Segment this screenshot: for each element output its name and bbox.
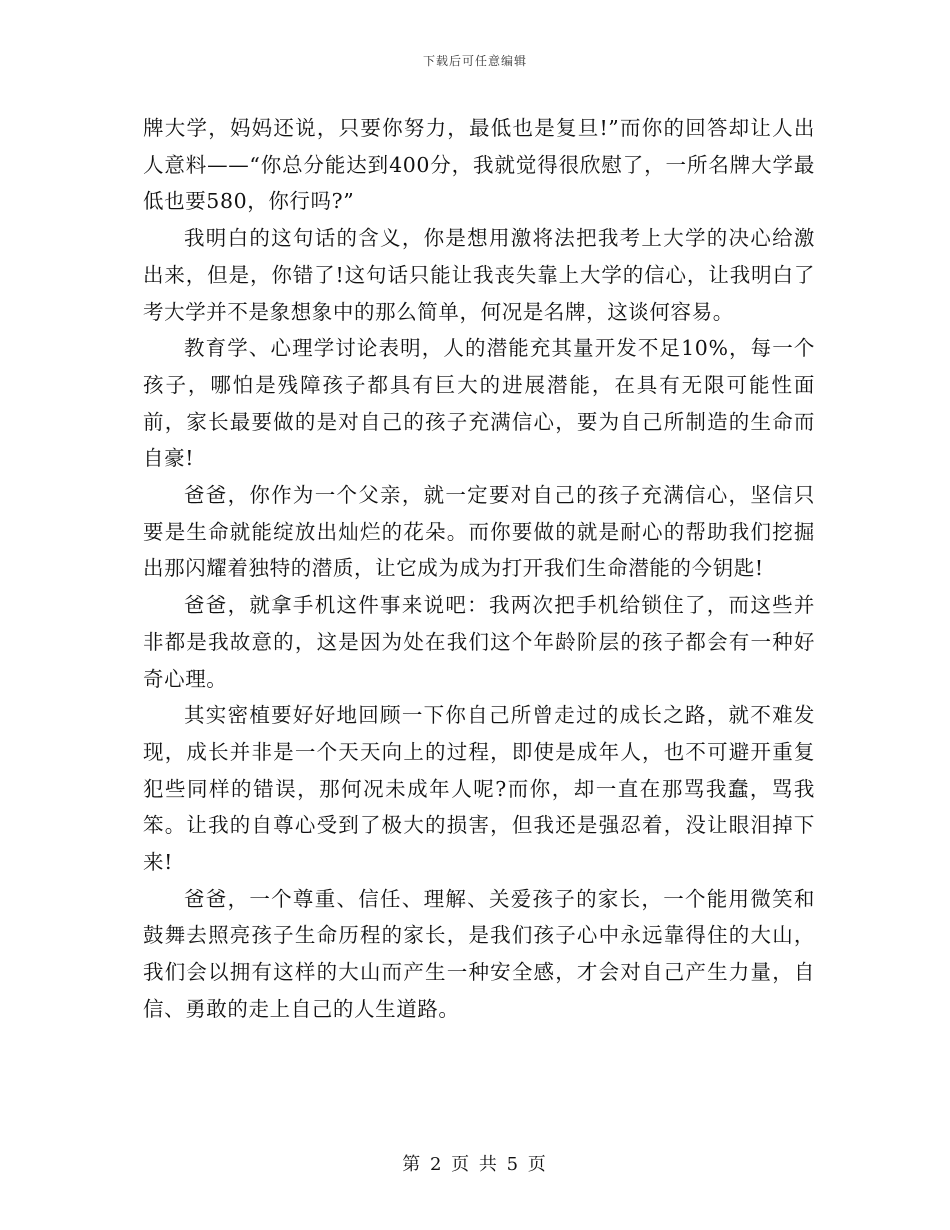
paragraph-3: 教育学、心理学讨论表明，人的潜能充其量开发不足10%，每一个孩子，哪怕是残障孩子都具有巨大的进展潜能，在具有无限可能性面前，家长最要做的是对自己的孩子充满信心，要为自己所制造的生命而自豪!: [143, 336, 815, 471]
paragraph-5: 爸爸，就拿手机这件事来说吧：我两次把手机给锁住了，而这些并非都是我故意的，这是因为处在我们这个年龄阶层的孩子都会有一种好奇心理。: [143, 593, 815, 691]
paragraph-7: 爸爸，一个尊重、信任、理解、关爱孩子的家长，一个能用微笑和鼓舞去照亮孩子生命历程的家长，是我们孩子心中永远靠得住的大山，我们会以拥有这样的大山而产生一种安全感，才会对自己产生力量，自信、勇敢的走上自己的人生道路。: [143, 886, 815, 1021]
document-body: [143, 110, 815, 1028]
paragraph-2: 我明白的这句话的含义，你是想用激将法把我考上大学的决心给激出来，但是，你错了!这句话只能让我丧失靠上大学的信心，让我明白了考大学并不是象想象中的那么简单，何况是名牌，这谈何容易。: [143, 226, 815, 324]
page-header: 下载后可任意编辑: [422, 54, 527, 68]
page-footer: 第 2 页 共 5 页: [402, 1154, 548, 1175]
paragraph-4: 爸爸，你作为一个父亲，就一定要对自己的孩子充满信心，坚信只要是生命就能绽放出灿烂的花朵。而你要做的就是耐心的帮助我们挖掘出那闪耀着独特的潜质，让它成为成为打开我们生命潜能的今钥匙!: [143, 483, 815, 581]
paragraph-6: 其实密植要好好地回顾一下你自己所曾走过的成长之路，就不难发现，成长并非是一个天天向上的过程，即使是成年人，也不可避开重复犯些同样的错误，那何况未成年人呢?而你，却一直在那骂我蠢，骂我笨。让我的自尊心受到了极大的损害，但我还是强忍着，没让眼泪掉下来!: [143, 703, 815, 875]
paragraph-1: 牌大学，妈妈还说，只要你努力，最低也是复旦!”而你的回答却让人出人意料——“你总分能达到400分，我就觉得很欣慰了，一所名牌大学最低也要580，你行吗?”: [143, 116, 815, 214]
